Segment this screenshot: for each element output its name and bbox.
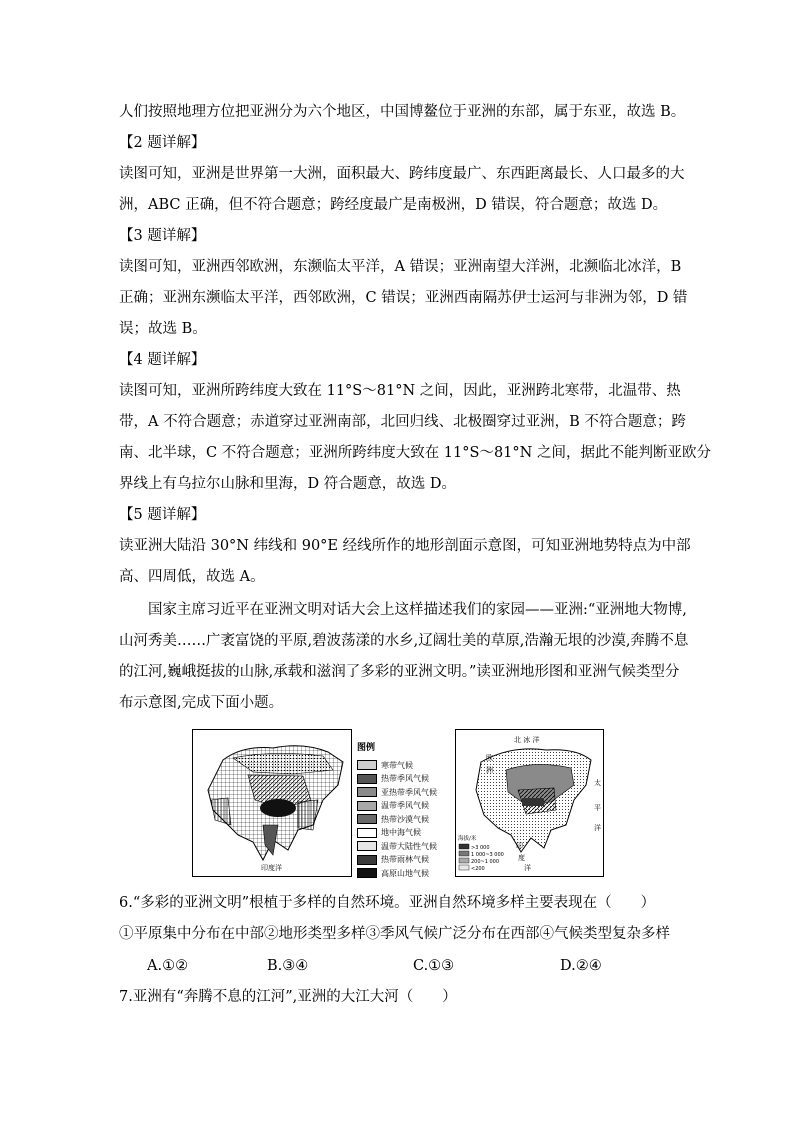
- legend-label: 亚热带季风气候: [381, 787, 437, 797]
- option-d[interactable]: D.②④: [560, 958, 602, 974]
- legend-item: [357, 853, 447, 867]
- legend-label: 热带沙漠气候: [381, 814, 429, 824]
- label-indian-2: 度: [518, 854, 525, 862]
- legend-label: 地中海气候: [381, 828, 421, 837]
- legend-swatch: [357, 760, 377, 770]
- label-arctic-ocean: 北 冰 洋: [514, 736, 540, 744]
- answer-q2-line-1: 读图可知，亚洲是世界第一大洲，面积最大、跨纬度最广、东西距离最长、人口最多的大: [119, 166, 685, 182]
- answer-q3-line-1: 读图可知，亚洲西邻欧洲，东濒临太平洋，A 错误；亚洲南望大洋洲，北濒临北冰洋，B: [119, 259, 682, 275]
- legend-swatch: [357, 801, 377, 811]
- climate-legend: [357, 742, 447, 880]
- legend-swatch: [357, 828, 377, 838]
- label-pacific-3: 洋: [594, 824, 601, 832]
- legend-label: 热带季风气候: [381, 774, 429, 783]
- answer-q4-line-4: 界线上有乌拉尔山脉和里海，D 符合题意，故选 D。: [119, 476, 456, 492]
- elevation-label: <200: [471, 866, 485, 872]
- legend-item: [357, 799, 447, 813]
- legend-item: [357, 786, 447, 800]
- legend-swatch: [357, 787, 377, 797]
- legend-title: 图例: [357, 743, 376, 753]
- question-6: 6.“多彩的亚洲文明”根植于多样的自然环境。亚洲自然环境多样主要表现在（ ）: [119, 895, 656, 911]
- answer-q4-line-2: 带，A 不符合题意；赤道穿过亚洲南部，北回归线、北极圈穿过亚洲，B 不符合题意；跨: [119, 414, 686, 430]
- label-pacific-1: 太: [594, 779, 601, 787]
- elevation-legend-title: 海拔/米: [458, 836, 477, 842]
- legend-item: [357, 813, 447, 827]
- legend-swatch: [357, 855, 377, 865]
- legend-item: [357, 867, 447, 881]
- passage-line-3: 的江河,巍峨挺拔的山脉,承载和滋润了多彩的亚洲文明。”读亚洲地形图和亚洲气候类型分: [119, 664, 680, 680]
- passage-line-4: 布示意图,完成下面小题。: [119, 695, 284, 711]
- legend-item: [357, 772, 447, 786]
- question-6-statements: ①平原集中分布在中部②地形类型多样③季风气候广泛分布在西部④气候类型复杂多样: [119, 926, 670, 942]
- heading-q3: 【3 题详解】: [119, 228, 206, 244]
- legend-item: [357, 759, 447, 773]
- label-indian-3: 洋: [524, 864, 531, 872]
- answer-q4-line-3: 南、北半球，C 不符合题意；亚洲所跨纬度大致在 11°S～81°N 之间，据此不能判断亚欧分: [119, 445, 711, 461]
- answer-q5-line-2: 高、四周低，故选 A。: [119, 569, 265, 585]
- label-europe-2: 洲: [486, 766, 493, 774]
- legend-item: [357, 826, 447, 840]
- legend-item: [357, 840, 447, 854]
- elevation-label: >3 000: [471, 845, 490, 851]
- answer-q3-line-2: 正确；亚洲东濒临太平洋，西邻欧洲，C 错误；亚洲西南隔苏伊士运河与非洲为邻，D 错: [119, 290, 688, 306]
- answer-q3-line-3: 误；故选 B。: [119, 321, 207, 337]
- ocean-label-indian: 印度洋: [261, 864, 282, 872]
- passage-line-2: 山河秀美……广袤富饶的平原,碧波荡漾的水乡,辽阔壮美的草原,浩瀚无垠的沙漠,奔腾不息: [119, 633, 689, 649]
- legend-label: 温带季风气候: [381, 801, 429, 810]
- option-b[interactable]: B.③④: [267, 958, 309, 974]
- asia-climate-map: [192, 729, 352, 877]
- option-a[interactable]: A.①②: [147, 958, 189, 974]
- heading-q5: 【5 题详解】: [119, 507, 206, 523]
- asia-climate-map-graphic: [193, 730, 351, 876]
- elevation-swatch: [459, 858, 469, 863]
- legend-label: 热带雨林气候: [381, 855, 429, 864]
- answer-line-1: 人们按照地理方位把亚洲分为六个地区，中国博鳌位于亚洲的东部，属于东亚，故选 B。: [119, 104, 686, 120]
- elevation-swatch: [459, 865, 469, 870]
- legend-swatch: [357, 868, 377, 878]
- legend-swatch: [357, 841, 377, 851]
- legend-swatch: [357, 814, 377, 824]
- elevation-label: 1 000~3 000: [471, 852, 504, 858]
- legend-label: 高原山地气候: [381, 868, 429, 878]
- heading-q4: 【4 题详解】: [119, 352, 206, 368]
- answer-q2-line-2: 洲，ABC 正确，但不符合题意；跨经度最广是南极洲，D 错误，符合题意；故选 D。: [119, 197, 668, 213]
- elevation-label: 200~1 000: [471, 859, 500, 865]
- passage-line-1: 国家主席习近平在亚洲文明对话大会上这样描述我们的家园——亚洲:“亚洲地大物博,: [148, 602, 687, 618]
- answer-q4-line-1: 读图可知，亚洲所跨纬度大致在 11°S～81°N 之间，因此，亚洲跨北寒带，北温带、热: [119, 383, 681, 399]
- option-c[interactable]: C.①③: [413, 958, 455, 974]
- legend-swatch: [357, 774, 377, 784]
- answer-q5-line-1: 读亚洲大陆沿 30°N 纬线和 90°E 经线所作的地形剖面示意图，可知亚洲地势特点为中部: [119, 538, 691, 554]
- label-pacific-2: 平: [594, 804, 601, 812]
- elevation-swatch: [459, 851, 469, 856]
- legend-label: 温带大陆性气候: [381, 841, 437, 851]
- question-7: 7.亚洲有“奔腾不息的江河”,亚洲的大江大河（ ）: [119, 989, 457, 1005]
- asia-terrain-map: [455, 729, 604, 877]
- label-indian-1: 印: [516, 842, 523, 850]
- heading-q2: 【2 题详解】: [119, 135, 206, 151]
- legend-label: 寒带气候: [381, 760, 413, 770]
- label-europe-1: 欧: [486, 754, 493, 762]
- elevation-swatch: [459, 844, 469, 849]
- asia-terrain-map-graphic: [456, 730, 603, 876]
